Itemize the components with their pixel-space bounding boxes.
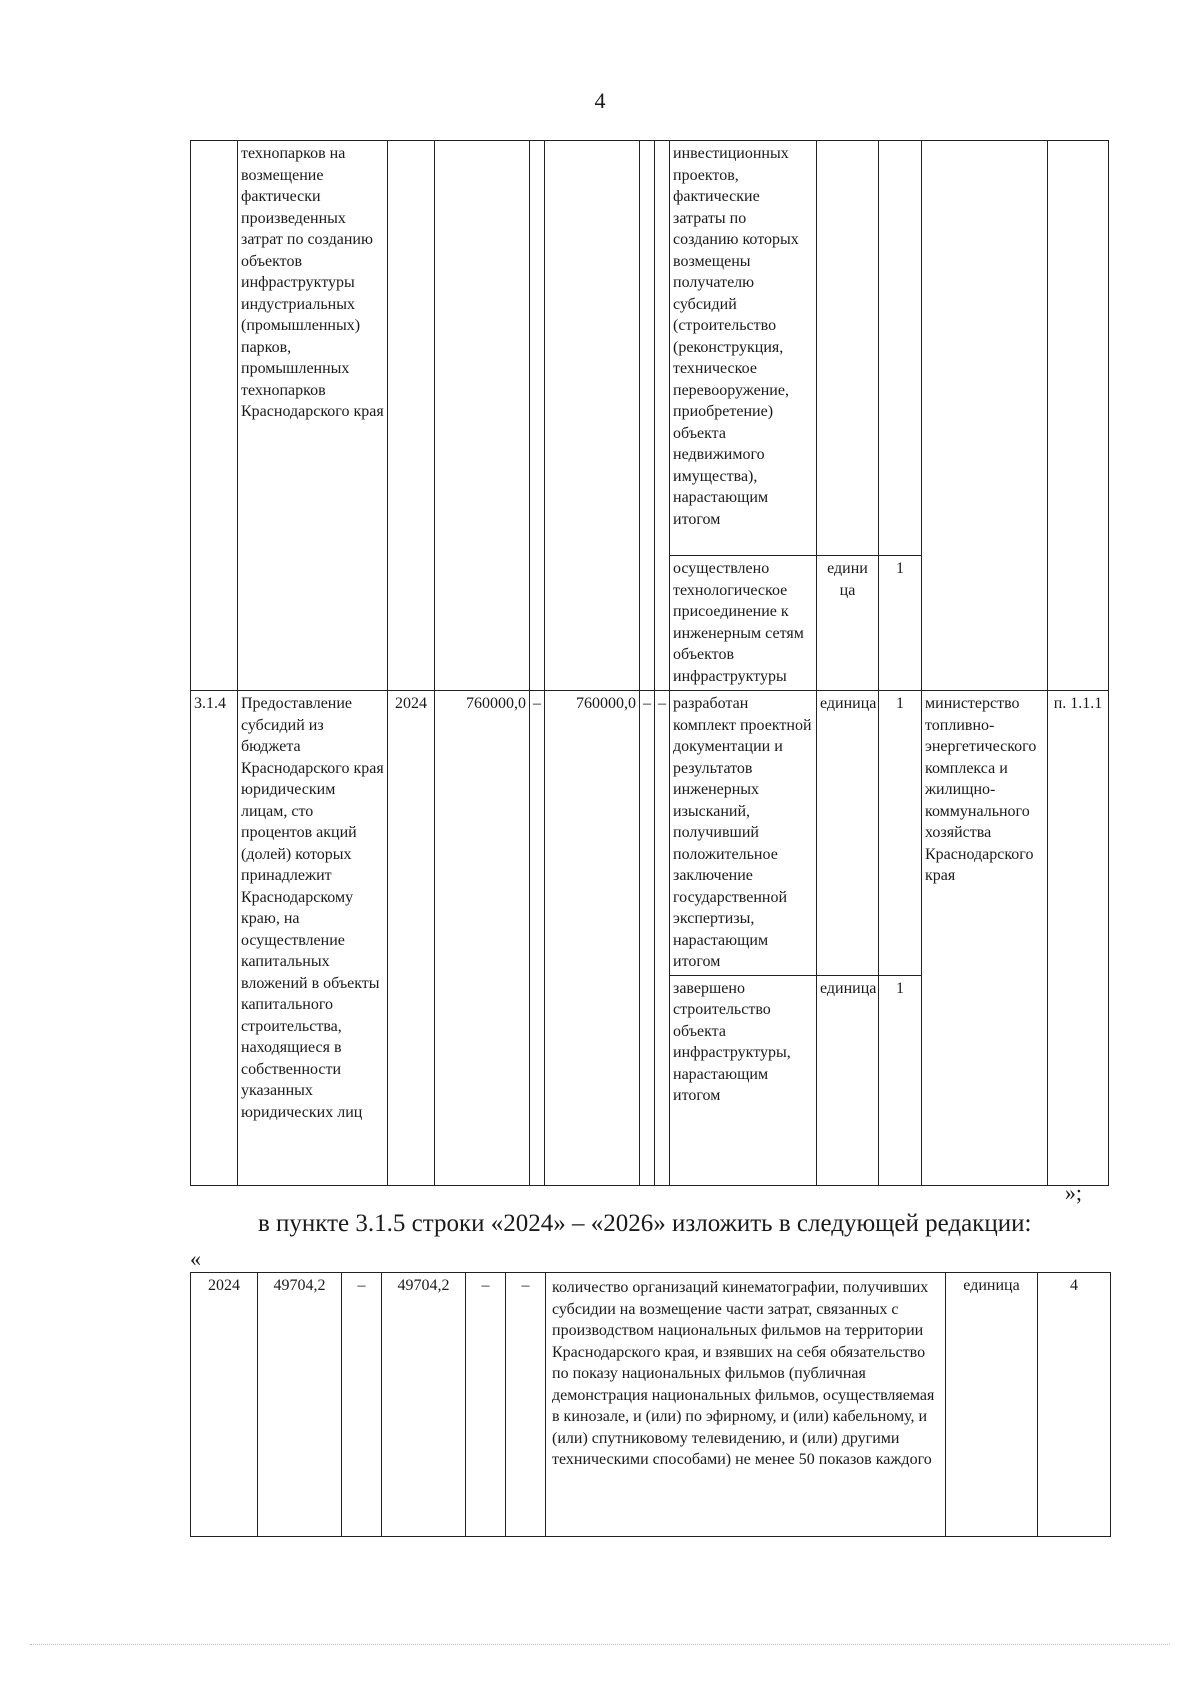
other-cell [655, 141, 670, 556]
total-cell: 49704,2 [258, 1273, 342, 1537]
amendment-instruction: в пункте 3.1.5 строки «2024» – «2026» изложить в следующей редакции: [258, 1210, 1032, 1237]
scan-edge-dots [30, 1644, 1170, 1645]
year-cell [388, 141, 435, 556]
executor-cell [922, 141, 1048, 556]
regional-cell: 49704,2 [382, 1273, 466, 1537]
year-cell: 2024 [388, 691, 435, 1186]
indicator-cell: завершено строительство объекта инфраструктуры, нарастающим итогом [670, 975, 817, 1185]
replacement-table [190, 1272, 1111, 1537]
measure-name-cell: Предоставление субсидий из бюджета Краснодарского края юридическим лицам, сто процентов акций (долей) которых принадлежит Краснодарскому краю, на осуществление капитальных вложений в объекты капитального строительства, находящиеся в собственности указанных юридических лиц [238, 691, 388, 1186]
federal-cell [530, 141, 545, 556]
local-cell [640, 141, 655, 556]
value-cell: 1 [879, 556, 922, 691]
opening-quote: « [190, 1246, 201, 1271]
unit-cell: единица [817, 691, 879, 976]
table-row [191, 1273, 1111, 1537]
table-row [191, 691, 1109, 976]
indicator-cell: разработан комплект проектной документации и результатов инженерных изысканий, получивший положительное заключение государственной экспертизы, нарастающим итогом [670, 691, 817, 976]
measure-name-cell: технопарков на возмещение фактически произведенных затрат по созданию объектов инфраструктуры индустриальных (промышленных) парков, промышленных технопарков Краснодарского края [238, 141, 388, 556]
table-row [191, 141, 1109, 556]
reference-cell: п. 1.1.1 [1048, 691, 1109, 1186]
unit-cell: единица [946, 1273, 1038, 1537]
executor-cell: министерство топливно-энергетического комплекса и жилищно-коммунального хозяйства Краснодарского края [922, 691, 1048, 1186]
closing-quote: »; [1064, 1180, 1082, 1205]
total-cell [435, 141, 530, 556]
unit-cell [817, 141, 879, 556]
year-cell: 2024 [191, 1273, 258, 1537]
value-cell: 4 [1038, 1273, 1111, 1537]
total-cell: 760000,0 [435, 691, 530, 1186]
local-cell: – [640, 691, 655, 1186]
measures-table [190, 140, 1109, 1186]
code-cell: 3.1.4 [191, 691, 238, 1186]
regional-cell [545, 141, 640, 556]
other-cell: – [506, 1273, 546, 1537]
indicator-cell: количество организаций кинематографии, получивших субсидии на возмещение части затрат, связанных с производством национальных фильмов на территории Краснодарского края, и взявших на себя обязательство по показу национальных фильмов (публичная демонстрация национальных фильмов, осуществляемая в кинозале, и (или) по эфирному, и (или) кабельному, и (или) спутниковому телевидению, и (или) другими техническими способами) не менее 50 показов каждого [546, 1273, 946, 1537]
federal-cell: – [530, 691, 545, 1186]
local-cell: – [466, 1273, 506, 1537]
page-number: 4 [594, 88, 606, 113]
indicator-cell: инвестиционных проектов, фактические затраты по созданию которых возмещены получателю субсидий (строительство (реконструкция, техническое перевооружение, приобретение) объекта недвижимого имущества), нарастающим итогом [670, 141, 817, 556]
regional-cell: 760000,0 [545, 691, 640, 1186]
value-cell: 1 [879, 691, 922, 976]
indicator-cell: осуществлено технологическое присоединение к инженерным сетям объектов инфраструктуры [670, 556, 817, 691]
reference-cell [1048, 141, 1109, 556]
federal-cell: – [342, 1273, 382, 1537]
code-cell [191, 141, 238, 556]
table-row [191, 556, 1109, 691]
unit-cell: едини ца [817, 556, 879, 691]
value-cell [879, 141, 922, 556]
value-cell: 1 [879, 975, 922, 1185]
unit-cell: единица [817, 975, 879, 1185]
other-cell: – [655, 691, 670, 1186]
